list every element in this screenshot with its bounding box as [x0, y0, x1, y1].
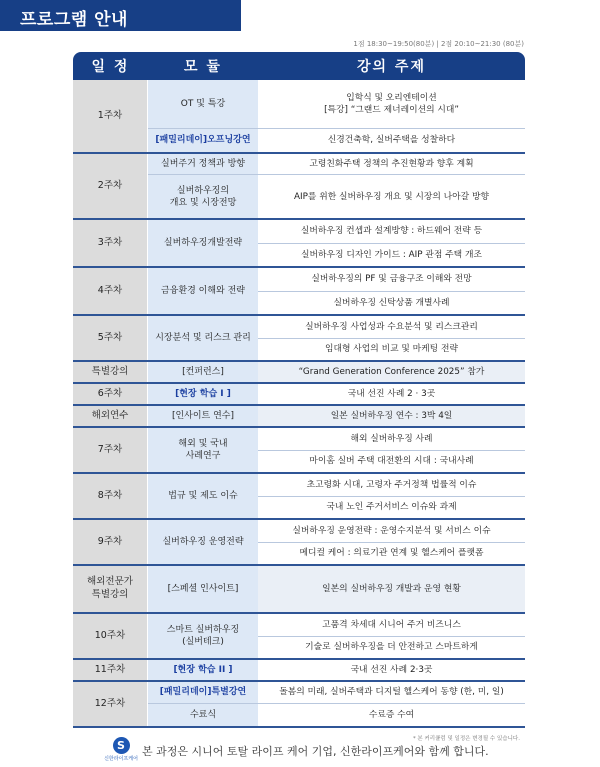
module-label: 개요 및 시장전망 [169, 197, 237, 208]
topic-text: 수료증 수여 [368, 709, 415, 720]
topic-text: 실버하우징 디자인 가이드 : AIP 관점 주택 개조 [258, 243, 525, 266]
module-label: [현장 학습 I ] [148, 384, 258, 404]
week-label: 11주차 [73, 660, 148, 680]
section-header [0, 0, 241, 31]
topic-text: 메디컬 케어 : 의료기관 연계 및 헬스케어 플랫폼 [258, 542, 525, 564]
module-label: [현장 학습 II ] [148, 660, 258, 680]
table-row [73, 384, 525, 406]
table-row [73, 428, 525, 474]
topic-text: 해외 실버하우징 사례 [350, 433, 433, 444]
week-label: 3주차 [73, 220, 148, 266]
topic-text: 국내 선진 사례 2·3곳 [350, 664, 433, 675]
topic-text: 고령친화주택 정책의 추진현황과 향후 계획 [309, 159, 474, 170]
week-label: 9주차 [73, 520, 148, 564]
week-label: 8주차 [73, 474, 148, 518]
week-label: 특별강의 [91, 589, 129, 600]
topic-text: 일본 실버하우징 연수 : 3박 4일 [330, 410, 453, 421]
module-label: [스페셜 인사이트] [148, 566, 258, 612]
topic-text: 고품격 차세대 시니어 주거 비즈니스 [322, 619, 461, 630]
logo-name: 신한라이프케어 [104, 756, 138, 762]
topic-text: [특강] “그랜드 제너레이션의 시대” [324, 104, 459, 115]
module-label: 금융환경 이해와 전략 [148, 268, 258, 314]
logo-mark-icon: S [113, 737, 130, 754]
shinhan-lifecare-logo [104, 737, 138, 762]
table-row [73, 614, 525, 660]
module-label: [패밀리데이]특별강연 [148, 682, 258, 703]
topic-text: 기술로 실버하우징을 더 안전하고 스마트하게 [258, 636, 525, 658]
topic-text: 임대형 사업의 비교 및 마케팅 전략 [258, 338, 525, 360]
table-row [73, 474, 525, 520]
table-row [73, 80, 525, 154]
week-label: 12주차 [73, 682, 148, 726]
topic-text: 초고령화 시대, 고령자 주거정책 법률적 이슈 [306, 479, 477, 490]
module-label: 해외 및 국내 [178, 438, 228, 449]
table-row [73, 362, 525, 384]
topic-text: 실버하우징 신탁상품 개별사례 [258, 291, 525, 314]
table-header [73, 52, 525, 80]
module-label: 실버주거 정책과 방향 [148, 154, 258, 174]
module-label: 수료식 [148, 704, 258, 726]
header-schedule: 일 정 [91, 59, 130, 75]
module-label: [인사이트 연수] [148, 406, 258, 426]
topic-text: AIP를 위한 실버하우징 개요 및 시장의 나아갈 방향 [294, 191, 489, 202]
table-row [73, 682, 525, 728]
week-label: 4주차 [73, 268, 148, 314]
program-table [73, 52, 525, 728]
page-title: 프로그램 안내 [20, 10, 128, 30]
module-label: 사례연구 [185, 451, 221, 461]
topic-text: 신경건축학, 실버주택을 성찰하다 [327, 135, 456, 146]
header-topic: 강의 주제 [357, 59, 426, 75]
table-row [73, 566, 525, 614]
week-label: 10주차 [73, 614, 148, 658]
week-label: 해외전문가 [87, 576, 133, 588]
module-label: [패밀리데이]오프닝강연 [148, 129, 258, 152]
session-time-note: 1점 18:30~19:50(80분) | 2점 20:10~21:30 (80분) [353, 40, 524, 48]
topic-text: 실버하우징 사업성과 수요분석 및 리스크관리 [305, 321, 478, 332]
module-label: 법규 및 제도 이슈 [148, 474, 258, 518]
topic-text: 입학식 및 오리엔테이션 [346, 92, 437, 103]
table-row [73, 154, 525, 220]
topic-text: “Grand Generation Conference 2025” 참가 [298, 366, 485, 377]
module-label: OT 및 특강 [148, 80, 258, 128]
module-label: 실버하우징 운영전략 [148, 520, 258, 564]
curriculum-footnote: * 본 커리큘럼 및 일정은 변경될 수 있습니다. [412, 736, 520, 742]
week-label: 특별강의 [73, 362, 148, 382]
week-label: 7주차 [73, 428, 148, 472]
week-label: 2주차 [73, 154, 148, 218]
module-label: 실버하우징의 [176, 185, 230, 196]
week-label: 1주차 [73, 80, 148, 152]
topic-text: 국내 노인 주거서비스 이슈와 과제 [258, 496, 525, 518]
table-row [73, 406, 525, 428]
topic-text: 실버하우징의 PF 및 금융구조 이해와 전망 [311, 274, 472, 285]
module-label: 스마트 실버하우징 [166, 624, 240, 635]
header-module: 모 듈 [184, 59, 222, 75]
module-label: 시장분석 및 리스크 관리 [148, 316, 258, 360]
topic-text: 마이홈 실버 주택 대전환의 시대 : 국내사례 [258, 450, 525, 472]
closing-statement: 본 과정은 시니어 토탈 라이프 케어 기업, 신한라이프케어와 함께 합니다. [142, 745, 489, 758]
table-row [73, 220, 525, 268]
module-label: 실버하우징개발전략 [148, 220, 258, 266]
table-row [73, 660, 525, 682]
week-label: 해외연수 [73, 406, 148, 426]
table-row [73, 268, 525, 316]
module-label: [컨퍼런스] [148, 362, 258, 382]
table-row [73, 520, 525, 566]
topic-text: 국내 선진 사례 2 · 3곳 [347, 388, 436, 399]
week-label: 5주차 [73, 316, 148, 360]
topic-text: 돌봄의 미래, 실버주택과 디지털 헬스케어 동향 (한, 미, 일) [279, 687, 504, 698]
week-label: 6주차 [73, 384, 148, 404]
topic-text: 실버하우징 운영전략 : 운영수지분석 및 서비스 이슈 [292, 525, 491, 536]
topic-text: 일본의 실버하우징 개발과 운영 현황 [322, 583, 461, 594]
module-label: (실버테크) [182, 637, 224, 647]
topic-text: 실버하우징 컨셉과 설계방향 : 하드웨어 전략 등 [300, 226, 483, 237]
table-row [73, 316, 525, 362]
